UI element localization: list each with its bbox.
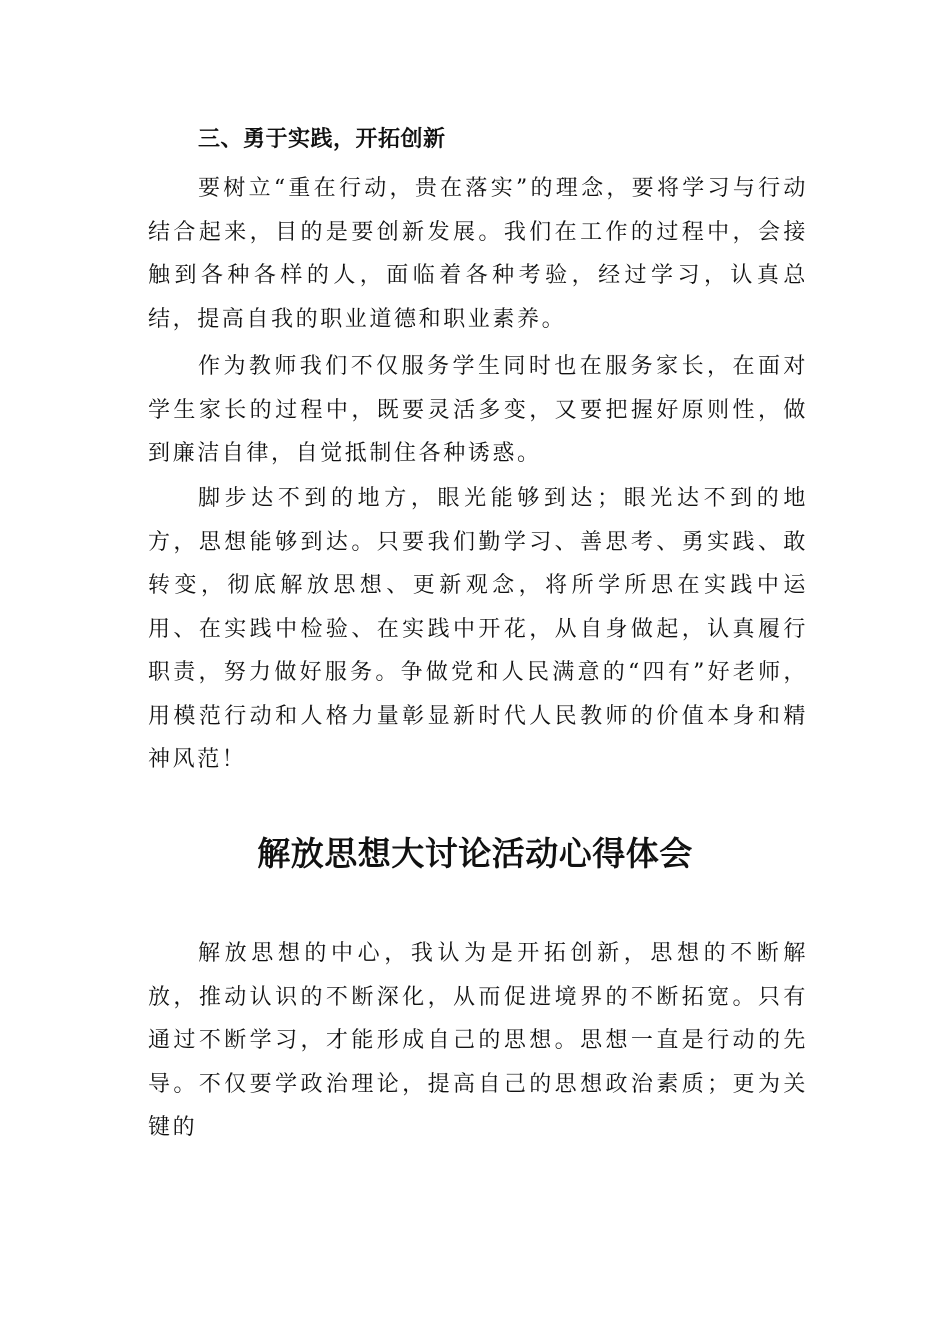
section-heading: 三、勇于实践，开拓创新 bbox=[198, 127, 446, 152]
section-paragraph-1: 要树立“重在行动，贵在落实”的理念，要将学习与行动结合起来，目的是要创新发展。我们在工作的过程中，会接触到各种各样的人，面临着各种考验，经过学习，认真总结，提高自我的职业道德和职业素养。 bbox=[148, 176, 808, 332]
section-paragraph-3: 脚步达不到的地方，眼光能够到达；眼光达不到的地方，思想能够到达。只要我们勤学习、善思考、勇实践、敢转变，彻底解放思想、更新观念，将所学所思在实践中运用、在实践中检验、在实践中开花，从自身做起，认真履行职责，努力做好服务。争做党和人民满意的“四有”好老师，用模范行动和人格力量彰显新时代人民教师的价值本身和精神风范！ bbox=[148, 486, 808, 772]
article-paragraph-1: 解放思想的中心，我认为是开拓创新，思想的不断解放，推动认识的不断深化，从而促进境界的不断拓宽。只有通过不断学习，才能形成自己的思想。思想一直是行动的先导。不仅要学政治理论，提高自己的思想政治素质；更为关键的 bbox=[148, 941, 808, 1140]
article-title: 解放思想大讨论活动心得体会 bbox=[257, 834, 693, 873]
section-paragraph-2: 作为教师我们不仅服务学生同时也在服务家长，在面对学生家长的过程中，既要灵活多变，又要把握好原则性，做到廉洁自律，自觉抵制住各种诱惑。 bbox=[148, 354, 808, 466]
